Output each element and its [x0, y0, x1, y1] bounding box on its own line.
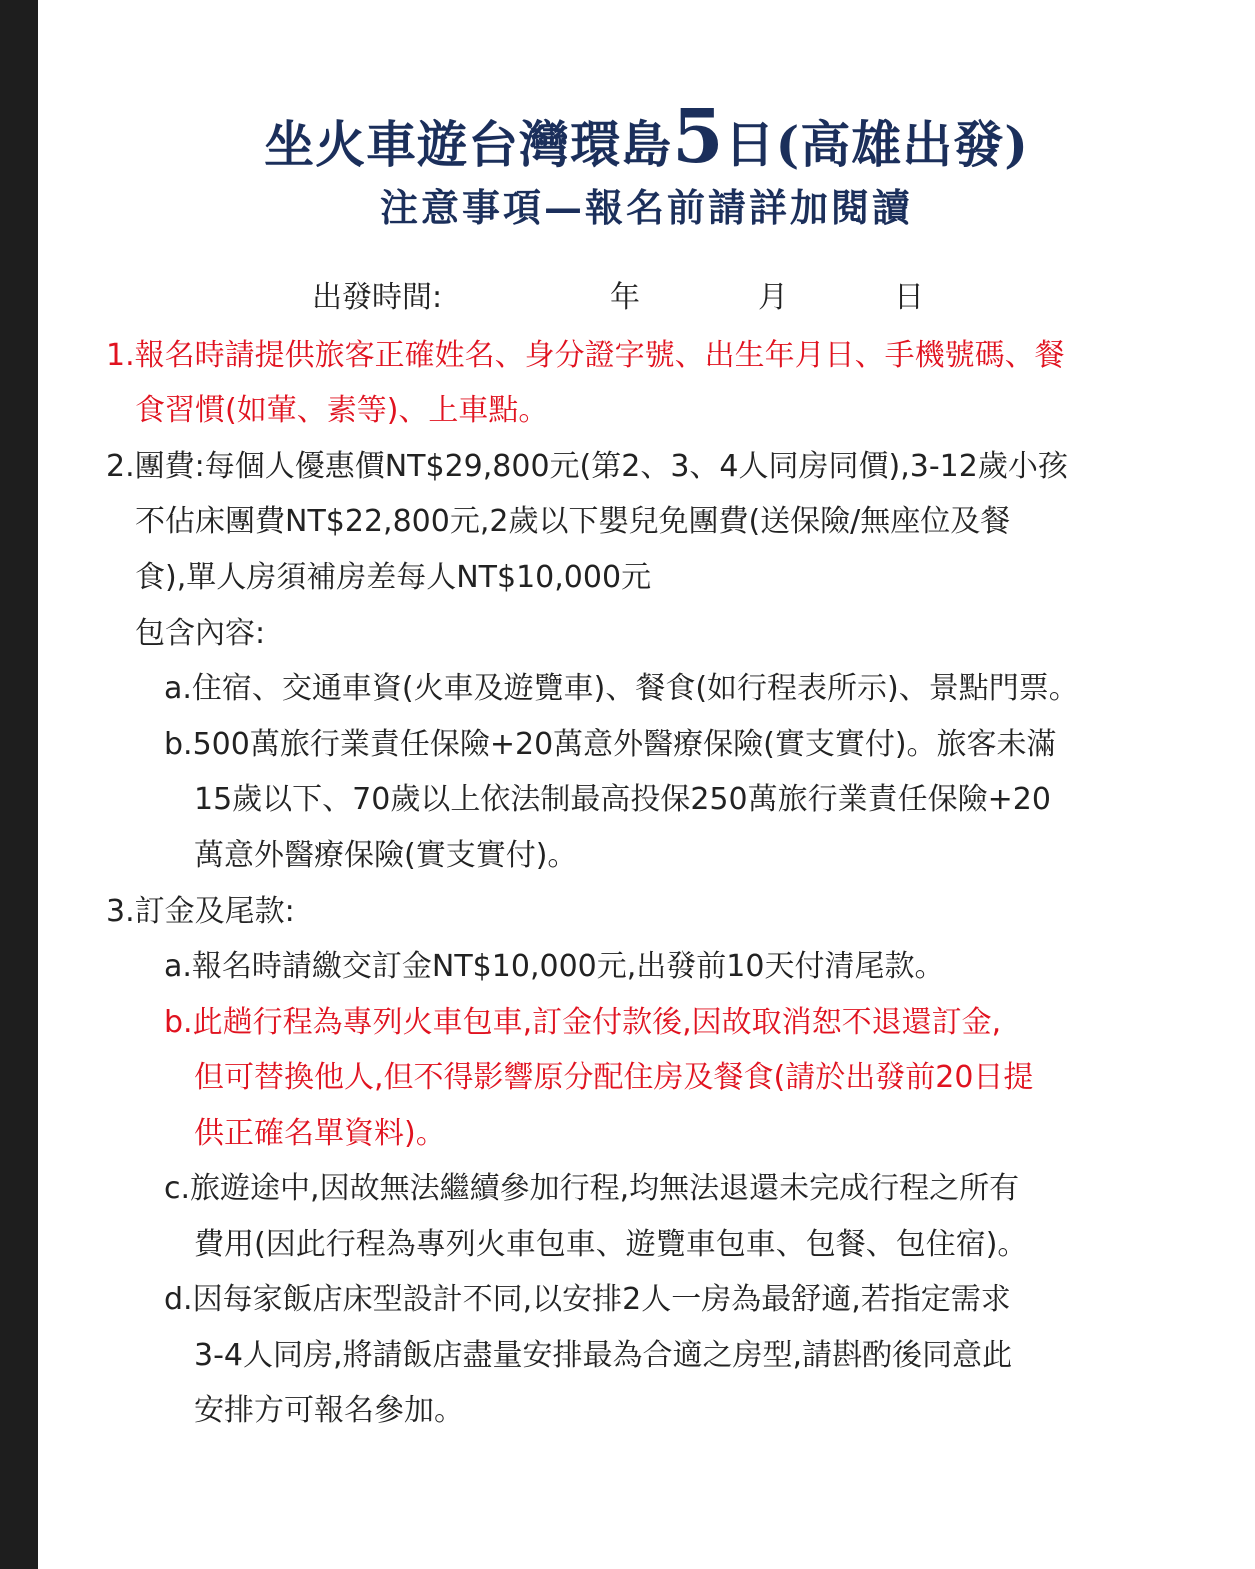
item3-a: a.報名時請繳交訂金NT$10,000元,出發前10天付清尾款。 [164, 949, 945, 984]
item3-d-line1: d.因每家飯店床型設計不同,以安排2人一房為最舒適,若指定需求 [164, 1282, 1011, 1317]
departure-year-label: 年 [610, 280, 640, 315]
item3-d-line2: 3-4人同房,將請飯店盡量安排最為合適之房型,請斟酌後同意此 [194, 1338, 1013, 1373]
item3-b-line3: 供正確名單資料)。 [194, 1116, 446, 1151]
item2-line1: 2.團費:每個人優惠價NT$29,800元(第2、3、4人同房同價),3-12歲小孩 [106, 449, 1068, 484]
item3-c-line1: c.旅遊途中,因故無法繼續參加行程,均無法退還未完成行程之所有 [164, 1171, 1020, 1206]
item2-a: a.住宿、交通車資(火車及遊覽車)、餐食(如行程表所示)、景點門票。 [164, 671, 1079, 706]
item2-includes-label: 包含內容: [135, 616, 266, 651]
item3-c-line2: 費用(因此行程為專列火車包車、遊覽車包車、包餐、包住宿)。 [194, 1227, 1028, 1262]
item1-line1: 1.報名時請提供旅客正確姓名、身分證字號、出生年月日、手機號碼、餐 [106, 338, 1065, 373]
item1-line2: 食習慣(如葷、素等)、上車點。 [135, 393, 549, 428]
title-suffix: 日(高雄出發) [724, 115, 1029, 174]
departure-month-label: 月 [758, 280, 788, 315]
title-prefix: 坐火車遊台灣環島 [264, 115, 673, 174]
item3-heading: 3.訂金及尾款: [106, 894, 295, 929]
title-day-count: 5 [672, 94, 725, 180]
item2-b-line1: b.500萬旅行業責任保險+20萬意外醫療保險(實支實付)。旅客未滿 [164, 727, 1057, 762]
item2-line3: 食),單人房須補房差每人NT$10,000元 [135, 560, 652, 595]
page-subtitle: 注意事項—報名前請詳加閱讀 [379, 185, 913, 230]
departure-label: 出發時間: [312, 280, 443, 315]
item3-d-line3: 安排方可報名參加。 [194, 1393, 464, 1428]
left-edge-bar [0, 0, 38, 1569]
item3-b-line1: b.此趟行程為專列火車包車,訂金付款後,因故取消恕不退還訂金, [164, 1005, 1002, 1040]
item2-b-line3: 萬意外醫療保險(實支實付)。 [194, 838, 578, 873]
item3-b-line2: 但可替換他人,但不得影響原分配住房及餐食(請於出發前20日提 [194, 1060, 1034, 1095]
departure-day-label: 日 [894, 280, 924, 315]
item2-line2: 不佔床團費NT$22,800元,2歲以下嬰兒免團費(送保險/無座位及餐 [135, 504, 1011, 539]
notice-page [38, 0, 1255, 1569]
item2-b-line2: 15歲以下、70歲以上依法制最高投保250萬旅行業責任保險+20 [194, 782, 1051, 817]
